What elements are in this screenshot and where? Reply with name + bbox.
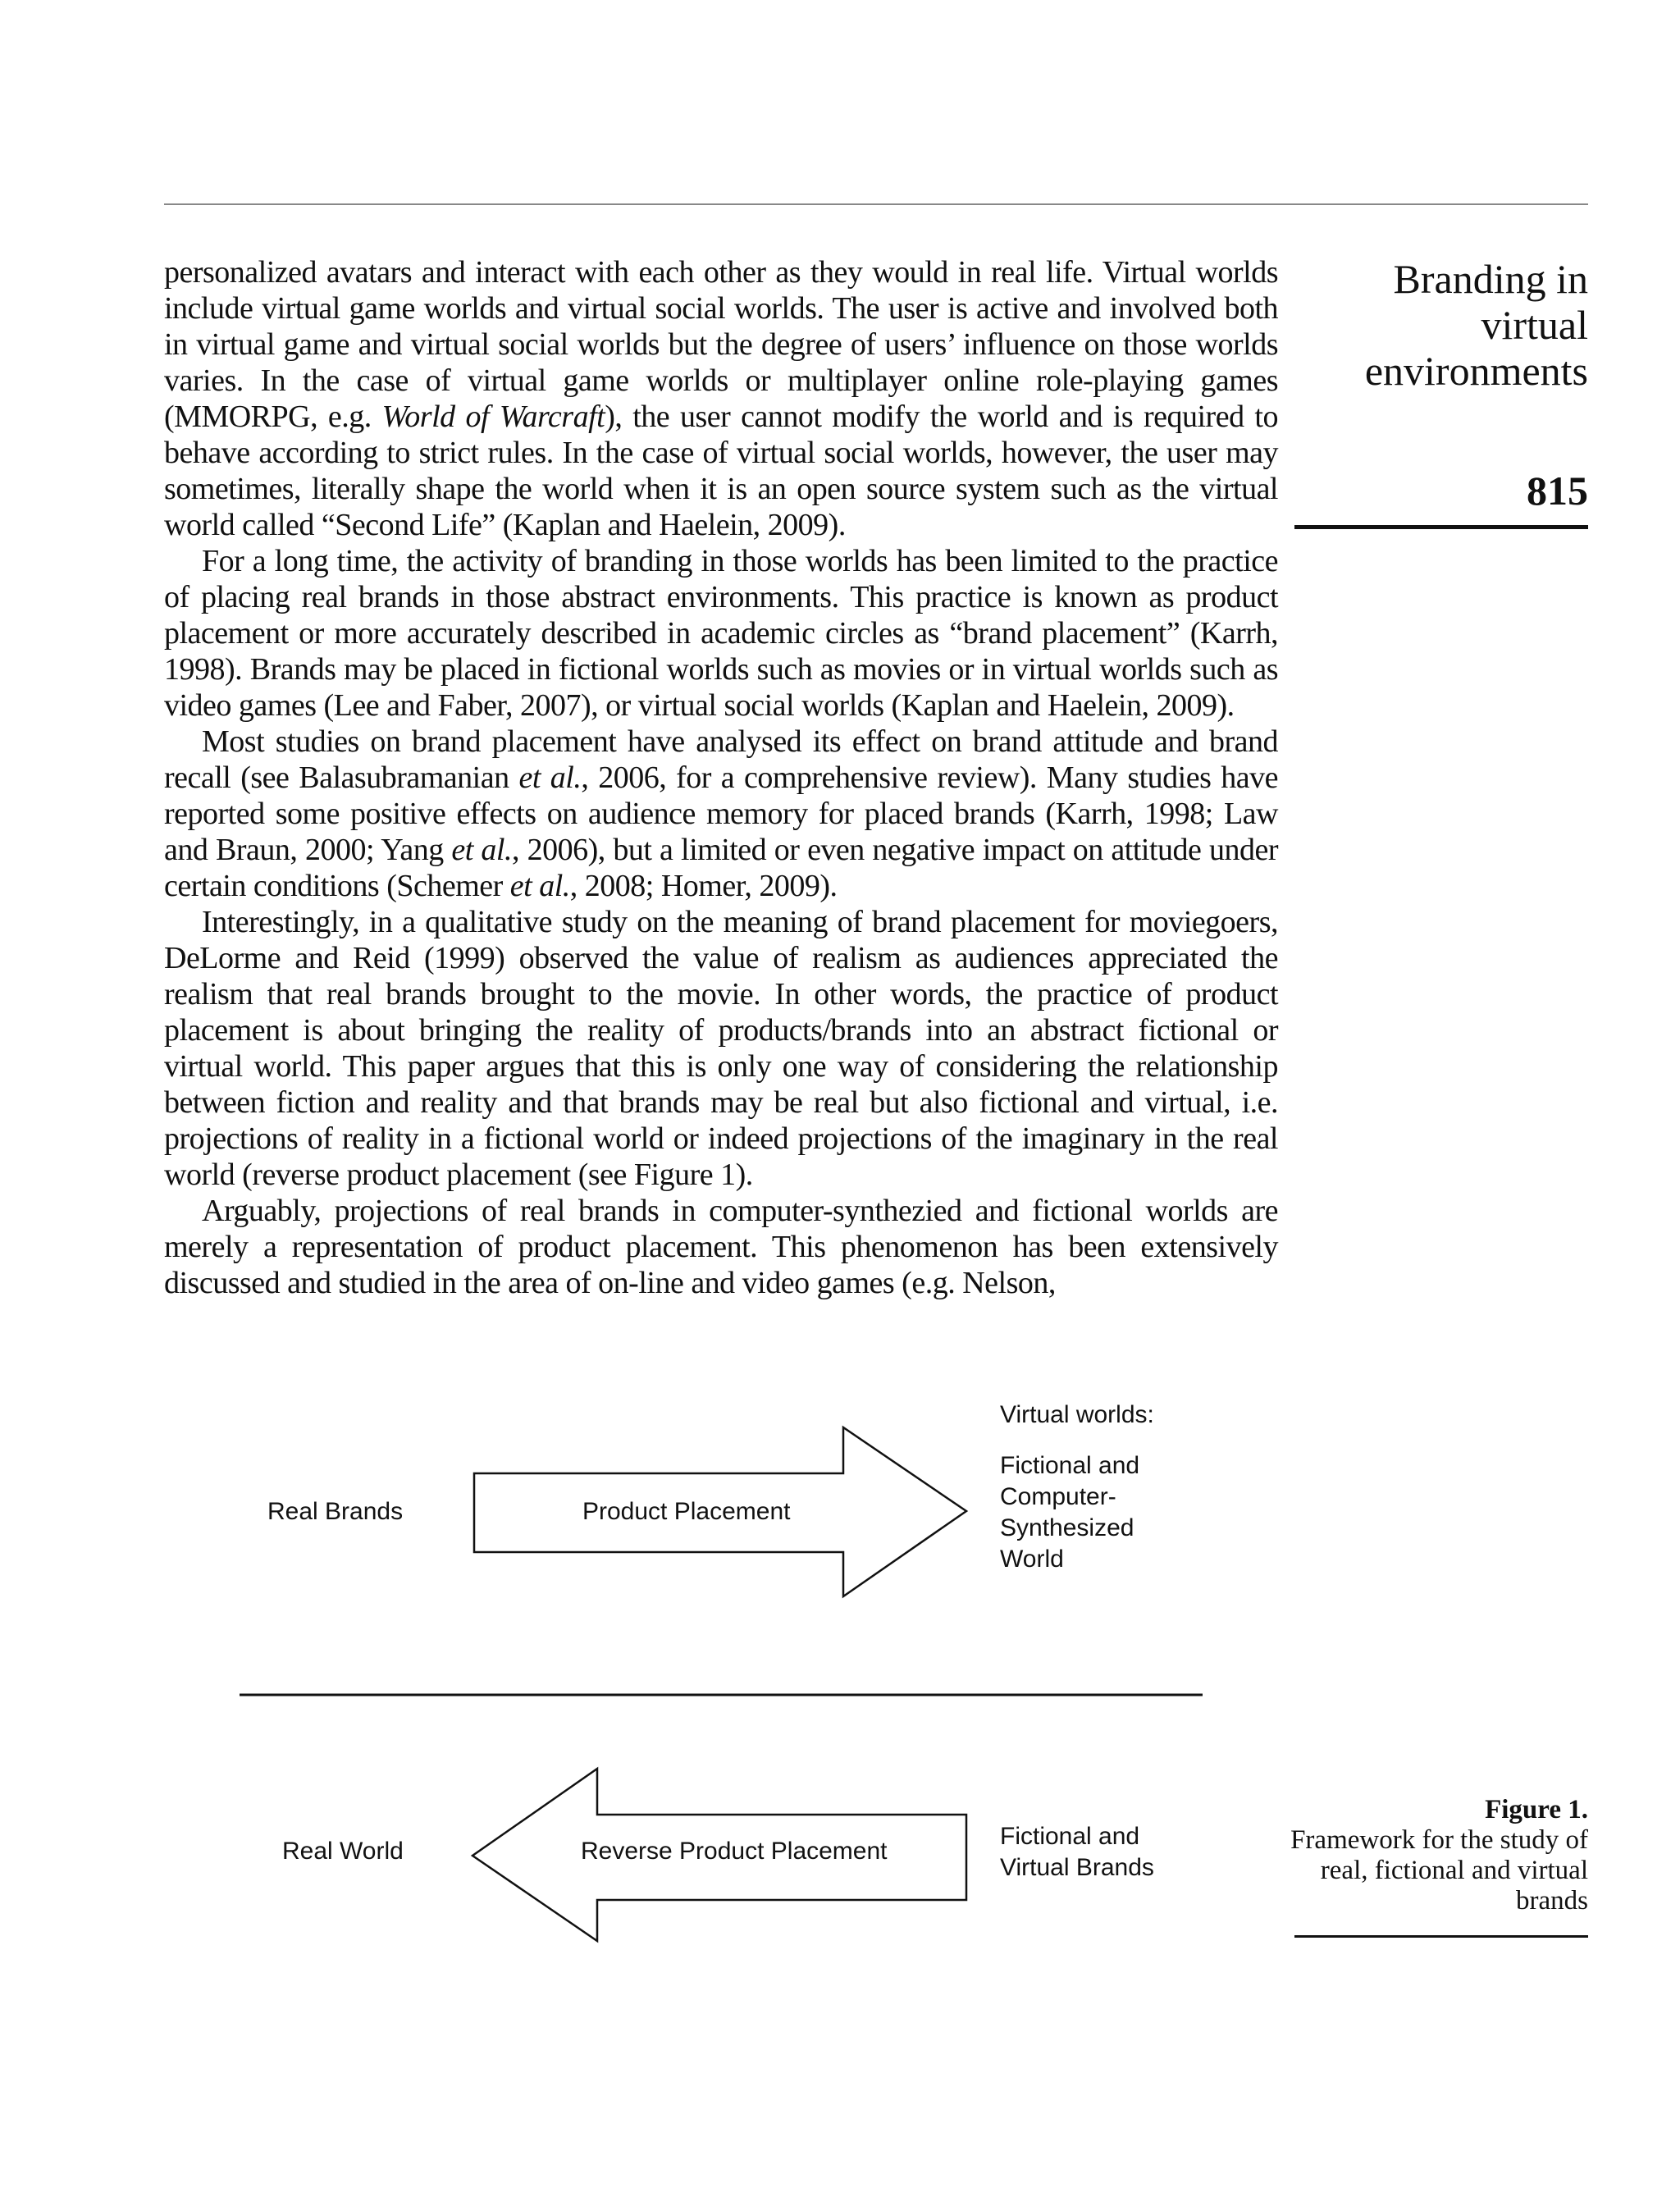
header-rule — [164, 203, 1588, 205]
label-virtual-worlds: Virtual worlds: — [1000, 1401, 1154, 1428]
caption-text: Framework for the study of real, fictional and virtual brands — [1290, 1825, 1588, 1916]
label-synthesized: Synthesized — [1000, 1514, 1134, 1541]
reverse-product-placement-arrow — [472, 1769, 966, 1941]
figure-caption — [1280, 1795, 1588, 1916]
label-product-placement: Product Placement — [582, 1498, 791, 1525]
margin-rule-bottom — [1294, 1935, 1588, 1938]
paragraph-2: For a long time, the activity of branding in those worlds has been limited to the practice of placing real brands in those abstract environments. This practice is known as product placement or more accurately described in academic circles as “brand placement” (Karrh, 1998). Brands may be placed in fictional worlds such as movies or in virtual worlds such as video games (Lee and Faber, 2007), or virtual social worlds (Kaplan and Haelein, 2009). — [164, 544, 1278, 723]
label-virtual-brands: Virtual Brands — [1000, 1854, 1154, 1881]
paragraph-5: Arguably, projections of real brands in computer-synthezied and fictional worlds are merely a representation of product placement. This phenomenon has been extensively discussed and studied in the area of on-line and video games (e.g. Nelson, — [164, 1194, 1278, 1300]
label-real-brands: Real Brands — [267, 1498, 404, 1525]
product-placement-arrow — [474, 1427, 966, 1596]
running-head-title: Branding in virtual environments — [1364, 256, 1588, 394]
paragraph-1: personalized avatars and interact with each other as they would in real life. Virtual worlds include virtual game worlds and virtual social worlds. The user is active and involved both in virtual game and virtual social worlds but the degree of users’ influence on those worlds varies. In the case of virtual game worlds or multiplayer online role-playing games (MMORPG, e.g. World of Warcraft), the user cannot modify the world and is required to behave according to strict rules. In the case of virtual social worlds, however, the user may sometimes, literally shape the world when it is an open source system such as the virtual world called “Second Life” (Kaplan and Haelein, 2009). — [164, 255, 1278, 542]
label-world: World — [1000, 1546, 1064, 1573]
label-fictional-and: Fictional and — [1000, 1452, 1140, 1479]
paragraph-4: Interestingly, in a qualitative study on the meaning of brand placement for moviegoers, DeLorme and Reid (1999) observed the value of realism as audiences appreciated the realism that real brands brought to the movie. In other words, the practice of product placement is about bringing the reality of products/brands into an abstract fictional or virtual world. This paper argues that this is only one way of considering the relationship between fiction and reality and that brands may be real but also fictional and virtual, i.e. projections of reality in a fictional world or indeed projections of the imaginary in the real world (reverse product placement (see Figure 1). — [164, 905, 1278, 1192]
caption-title: Figure 1. — [1485, 1795, 1588, 1824]
label-real-world: Real World — [282, 1838, 404, 1865]
margin-rule-top — [1294, 525, 1588, 529]
label-computer: Computer- — [1000, 1483, 1116, 1510]
game-title: World of Warcraft — [381, 400, 605, 434]
page-number: 815 — [1527, 468, 1588, 514]
paragraph-3: Most studies on brand placement have analysed its effect on brand attitude and brand recall (see Balasubramanian et al., 2006, for a comprehensive review). Many studies have reported some positive effects on audience memory for placed brands (Karrh, 1998; Law and Braun, 2000; Yang et al., 2006), but a limited or even negative impact on attitude under certain conditions (Schemer et al., 2008; Homer, 2009). — [164, 724, 1279, 903]
label-fictional-and-2: Fictional and — [1000, 1823, 1140, 1850]
body-text — [164, 254, 1278, 1301]
label-reverse-product-placement: Reverse Product Placement — [581, 1838, 888, 1865]
